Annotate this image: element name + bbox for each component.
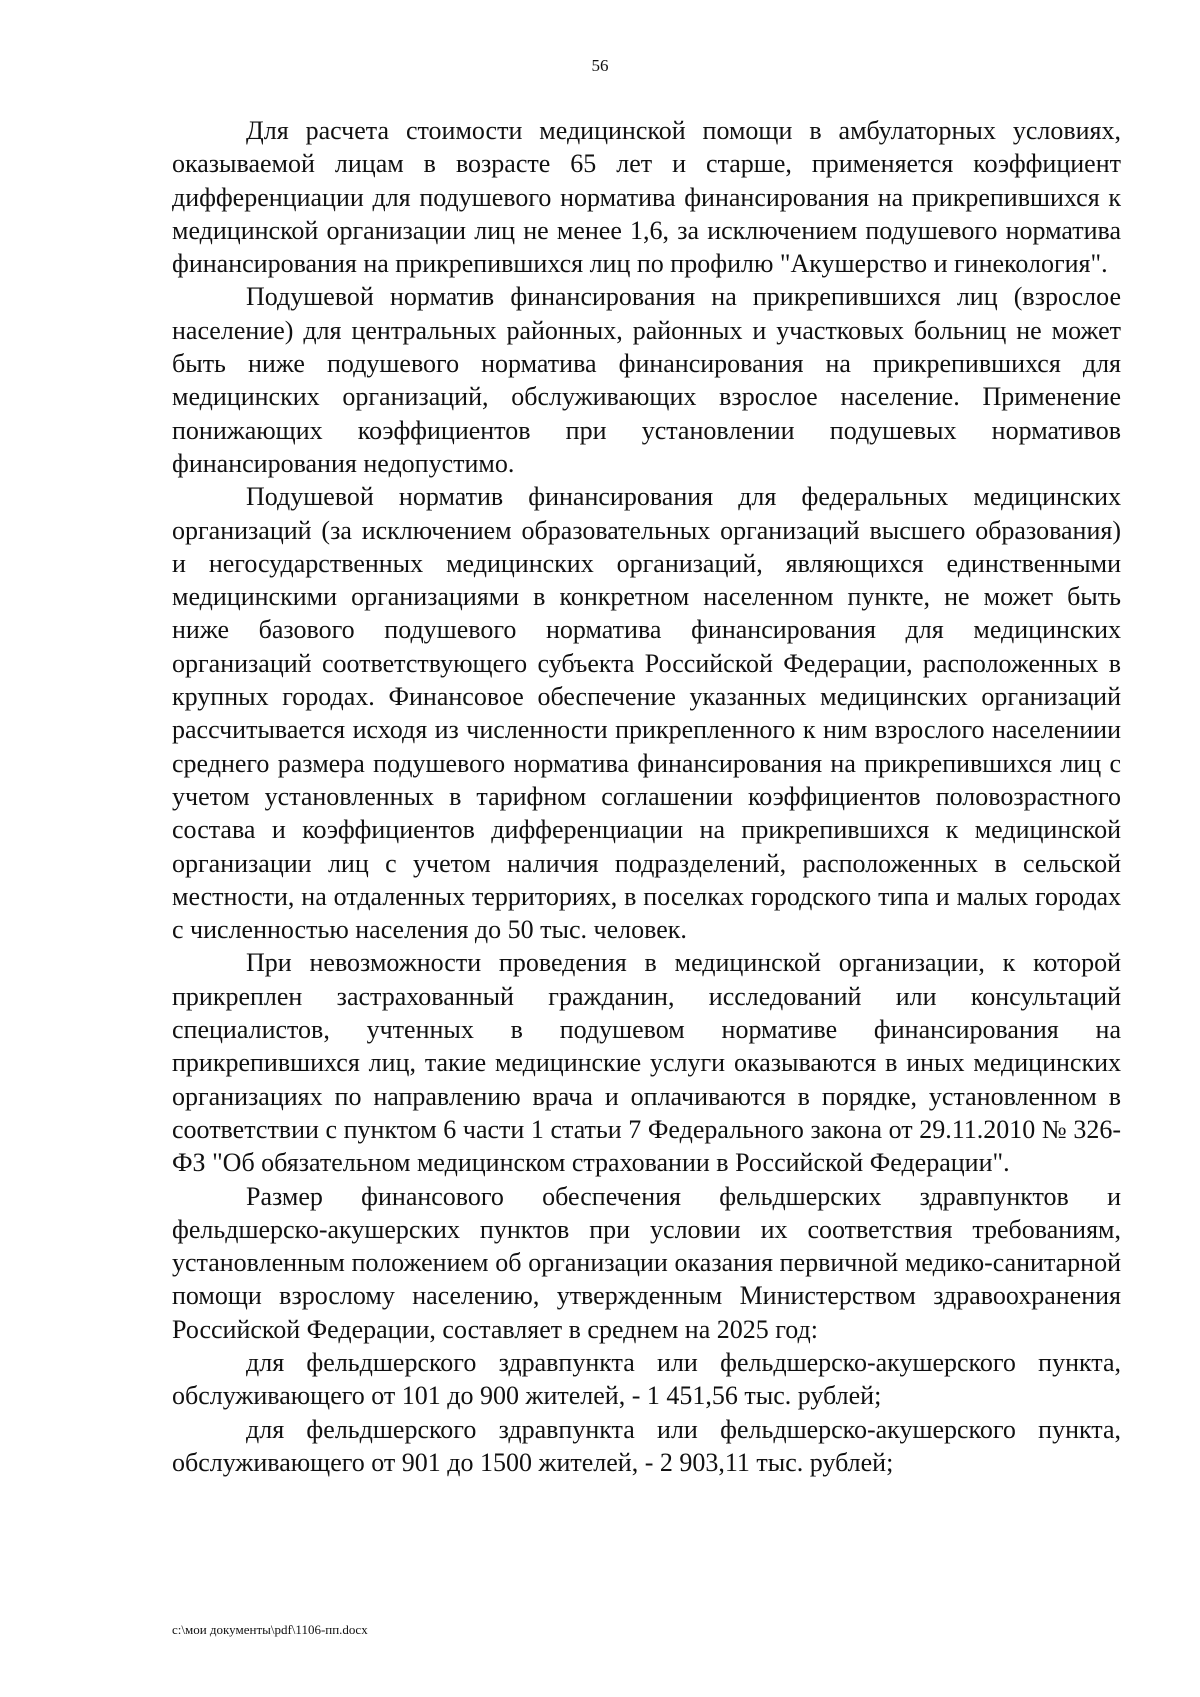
document-body: [172, 114, 1121, 1479]
footer-file-path: c:\мои документы\pdf\1106-пп.docx: [172, 1622, 368, 1637]
paragraph-fap-101-900: для фельдшерского здравпункта или фельдшерско-акушерского пункта, обслуживающего от 101 до 900 жителей, - 1 451,56 тыс. рублей;: [172, 1347, 1121, 1411]
paragraph-federal-organizations: Подушевой норматив финансирования для федеральных медицинских организаций (за исключением образовательных организаций высшего образования) и негосударственных медицинских организаций, являющихся единственными медицинскими организациями в конкретном населенном пункте, не может быть ниже базового подушевого норматива финансирования для медицинских организаций соответствующего субъекта Российской Федерации, расположенных в крупных городах. Финансовое обеспечение указанных медицинских организаций рассчитывается исходя из численности прикрепленного к ним взрослого населениии среднего размера подушевого норматива финансирования на прикрепившихся лиц с учетом установленных в тарифном соглашении коэффициентов половозрастного состава и коэффициентов дифференциации на прикрепившихся к медицинской организации лиц с учетом наличия подразделений, расположенных в сельской местности, на отдаленных территориях, в поселках городского типа и малых городах с численностью населения до 50 тыс. человек.: [172, 482, 1121, 945]
paragraph-rural-hospitals: Подушевой норматив финансирования на прикрепившихся лиц (взрослое население) для центральных районных, районных и участковых больниц не может быть ниже подушевого норматива финансирования на прикрепившихся для медицинских организаций, обслуживающих взрослое население. Применение понижающих коэффициентов при установлении подушевых нормативов финансирования недопустимо.: [172, 282, 1121, 478]
page-number: 56: [591, 56, 609, 75]
paragraph-coefficient-65-plus: Для расчета стоимости медицинской помощи в амбулаторных условиях, оказываемой лицам в возрасте 65 лет и старше, применяется коэффициент дифференциации для подушевого норматива финансирования на прикрепившихся к медицинской организации лиц не менее 1,6, за исключением подушевого норматива финансирования на прикрепившихся лиц по профилю "Акушерство и гинекология".: [172, 116, 1121, 279]
paragraph-fap-financing: Размер финансового обеспечения фельдшерских здравпунктов и фельдшерско-акушерских пунктов при условии их соответствия требованиям, установленным положением об организации оказания первичной медико-санитарной помощи взрослому населению, утвержденным Министерством здравоохранения Российской Федерации, составляет в среднем на 2025 год:: [172, 1181, 1121, 1344]
paragraph-fap-901-1500: для фельдшерского здравпункта или фельдшерско-акушерского пункта, обслуживающего от 901 до 1500 жителей, - 2 903,11 тыс. рублей;: [172, 1414, 1121, 1477]
paragraph-referral-services: При невозможности проведения в медицинской организации, к которой прикреплен застрахованный гражданин, исследований или консультаций специалистов, учтенных в подушевом нормативе финансирования на прикрепившихся лиц, такие медицинские услуги оказываются в иных медицинских организациях по направлению врача и оплачиваются в порядке, установленном в соответствии с пунктом 6 части 1 статьи 7 Федерального закона от 29.11.2010 № 326-ФЗ "Об обязательном медицинском страховании в Российской Федерации".: [172, 948, 1121, 1178]
